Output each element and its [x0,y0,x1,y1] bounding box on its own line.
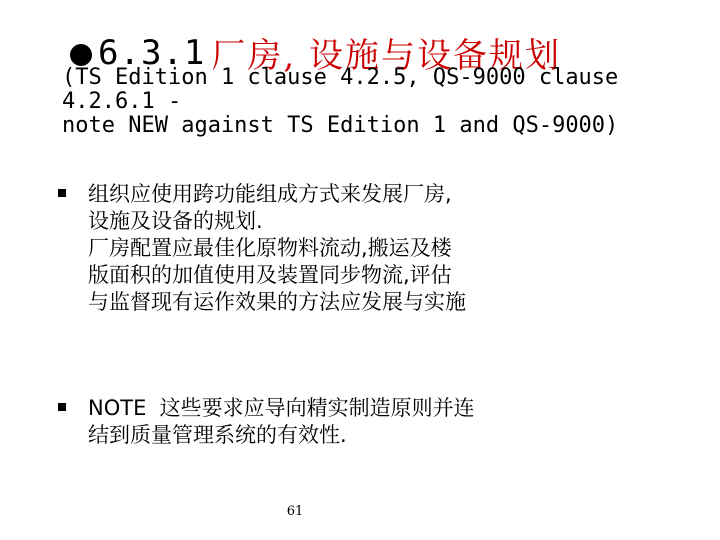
clause-reference-line: note NEW against TS Edition 1 and QS-9000) [62,113,619,138]
clause-reference-line: 4.2.6.1 - [62,89,182,114]
bullet-text-line: 组织应使用跨功能组成方式来发展厂房, [88,182,452,206]
bullet-text-line: 结到质量管理系统的有效性. [88,423,347,447]
square-bullet-icon [58,403,66,411]
title-bullet-icon [70,44,92,66]
bullet-text-line: 版面积的加值使用及装置同步物流,评估 [88,263,452,287]
bullet-text-line: 厂房配置应最佳化原物料流动,搬运及楼 [88,236,452,260]
bullet-text-line: 设施及设备的规划. [88,209,263,233]
title-section-number: 6.3.1 [98,32,206,73]
square-bullet-icon [58,189,66,197]
bullet-item-planning [88,181,608,316]
page-number: 61 [286,504,304,519]
bullet-text-line: 与监督现有运作效果的方法应发展与实施 [88,290,466,314]
bullet-item-note [88,395,608,449]
title-text: 厂房, 设施与设备规划 [211,36,561,76]
bullet-text-line: NOTE 这些要求应导向精实制造原则并连 [88,396,475,420]
clause-reference-line: (TS Edition 1 clause 4.2.5, QS-9000 clause [62,65,619,90]
clause-reference [62,66,662,138]
